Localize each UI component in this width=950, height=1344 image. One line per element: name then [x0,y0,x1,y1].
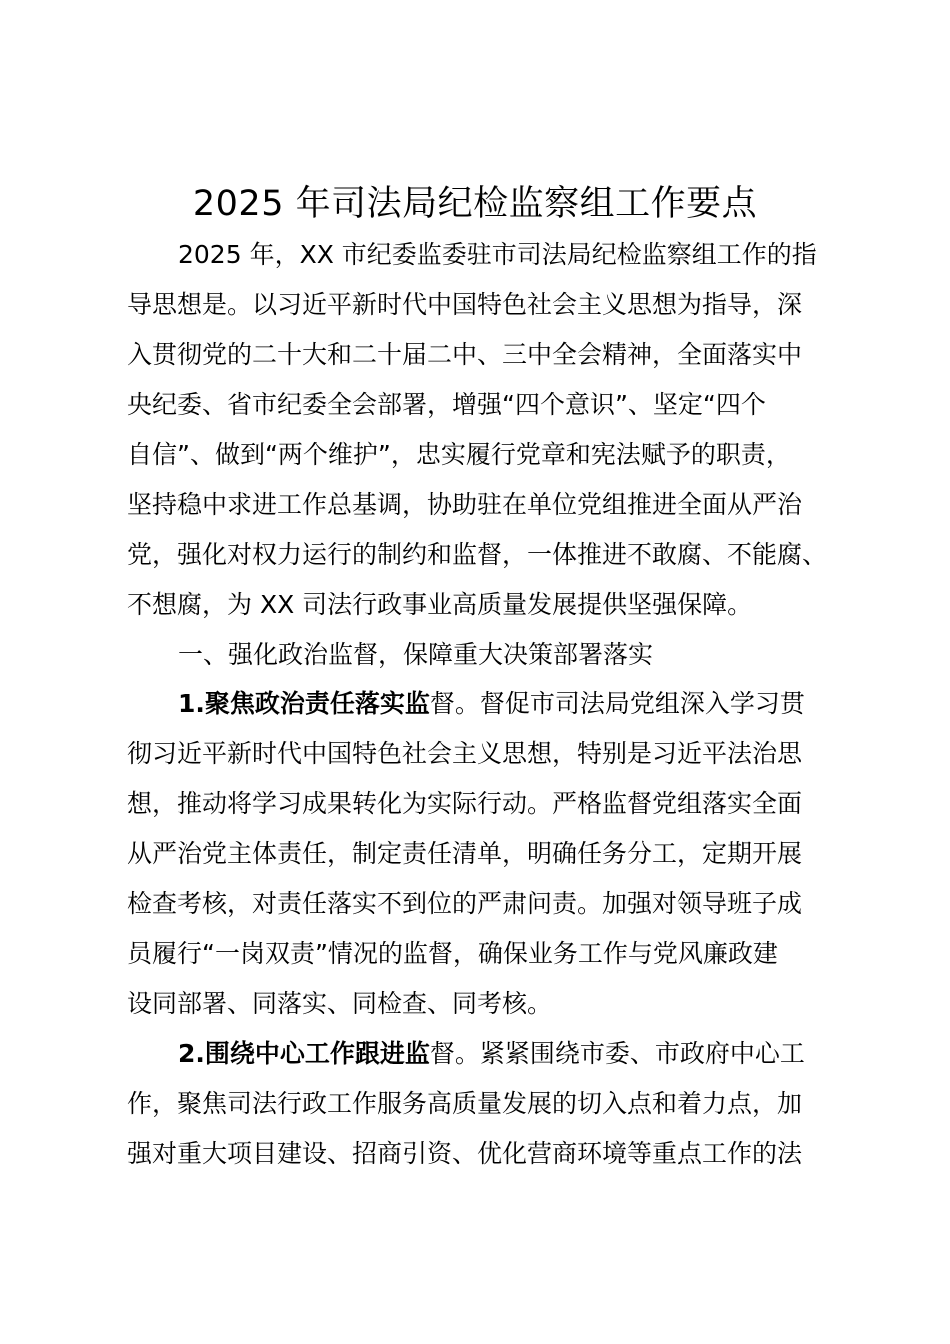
intro-line-1: 2025 年，XX 市纪委监委驻市司法局纪检监察组工作的指 [178,240,817,269]
item1-line-3: 想，推动将学习成果转化为实际行动。严格监督党组落实全面 [127,789,803,818]
intro-line-8: 不想腐，为 XX 司法行政事业高质量发展提供坚强保障。 [127,590,753,619]
intro-line-3: 入贯彻党的二十大和二十届二中、三中全会精神，全面落实中 [127,340,803,369]
item1-first-line-rest: 督。督促市司法局党组深入学习贯 [429,689,805,718]
intro-line-6: 坚持稳中求进工作总基调，协助驻在单位党组推进全面从严治 [127,490,803,519]
item1-line-2: 彻习近平新时代中国特色社会主义思想，特别是习近平法治思 [127,739,803,768]
item2-first-line-rest: 督。紧紧围绕市委、市政府中心工 [429,1039,805,1068]
item2-first-line [178,1036,878,1072]
document-title: 2025 年司法局纪检监察组工作要点 [192,184,758,224]
item2-line-3: 强对重大项目建设、招商引资、优化营商环境等重点工作的法 [127,1139,803,1168]
item2-line-2: 作，聚焦司法行政工作服务高质量发展的切入点和着力点，加 [127,1089,803,1118]
item1-first-line [178,686,878,722]
intro-line-7: 党，强化对权力运行的制约和监督，一体推进不敢腐、不能腐、 [127,540,828,569]
item1-line-5: 检查考核，对责任落实不到位的严肃问责。加强对领导班子成 [127,889,803,918]
item1-bold-lead: 1.聚焦政治责任落实监 [178,689,430,718]
section-heading: 一、强化政治监督，保障重大决策部署落实 [178,640,654,669]
intro-line-4: 央纪委、省市纪委全会部署，增强“四个意识”、坚定“四个 [127,390,766,419]
item1-line-7: 设同部署、同落实、同检查、同考核。 [127,989,553,1018]
item1-line-4: 从严治党主体责任，制定责任清单，明确任务分工，定期开展 [127,839,803,868]
item1-line-6: 员履行“一岗双责”情况的监督，确保业务工作与党风廉政建 [127,939,778,968]
intro-line-2: 导思想是。以习近平新时代中国特色社会主义思想为指导，深 [127,290,803,319]
item2-bold-lead: 2.围绕中心工作跟进监 [178,1039,430,1068]
intro-line-5: 自信”、做到“两个维护”，忠实履行党章和宪法赋予的职责， [127,440,791,469]
